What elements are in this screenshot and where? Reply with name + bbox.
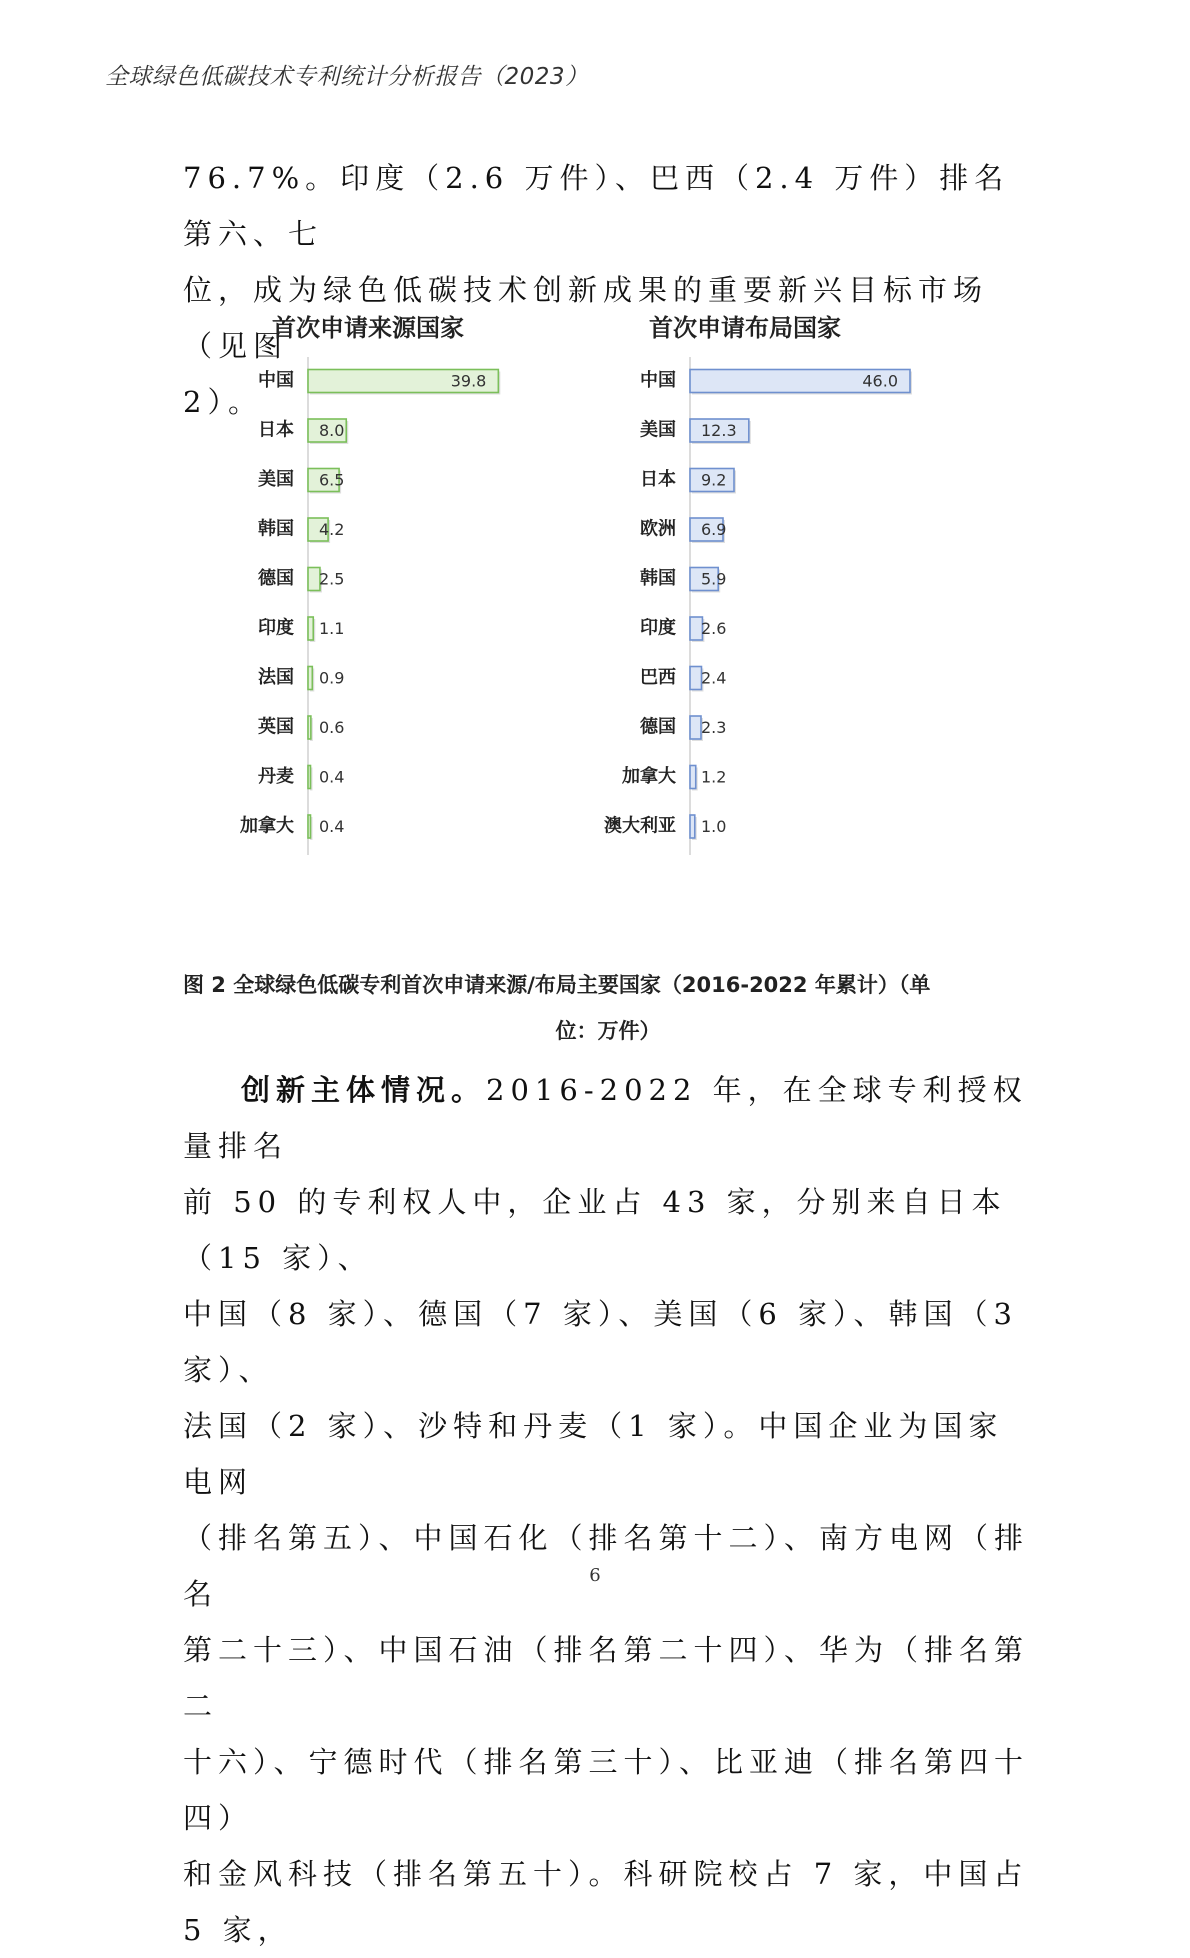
bar-value-label: 4.2: [319, 520, 345, 539]
bar-value-label: 1.2: [701, 767, 727, 787]
category-label: 中国: [640, 370, 676, 391]
paragraph-2: [183, 1062, 1033, 1958]
caption-line-1: 图 2 全球绿色低碳专利首次申请来源/布局主要国家（2016-2022 年累计）（单: [183, 973, 931, 997]
paragraph-line: 法国（2 家）、沙特和丹麦（1 家）。中国企业为国家电网: [183, 1409, 1004, 1499]
bar-value-label: 1.0: [701, 817, 727, 836]
bar: [690, 815, 695, 838]
bar-value-label: 0.4: [319, 817, 345, 836]
bar: [690, 766, 696, 789]
bar-value-label: 0.9: [319, 668, 345, 688]
caption-line-2: 位：万件）: [555, 1019, 661, 1043]
category-label: 欧洲: [640, 518, 676, 540]
bar-charts-svg: [220, 315, 1020, 935]
bar: [690, 716, 701, 739]
bar: [308, 617, 313, 640]
category-label: 中国: [258, 370, 294, 391]
category-label: 英国: [258, 716, 294, 738]
bar-value-label: 1.1: [319, 619, 345, 638]
category-label: 加拿大: [622, 766, 676, 787]
bar-value-label: 0.4: [319, 767, 345, 787]
bar-value-label: 5.9: [701, 569, 727, 589]
bar-value-label: 2.3: [701, 718, 727, 737]
bar-value-label: 2.4: [701, 668, 727, 688]
paragraph-line: 和金风科技（排名第五十）。科研院校占 7 家，中国占 5 家，: [183, 1857, 1029, 1947]
category-label: 加拿大: [240, 815, 294, 837]
category-label: 法国: [258, 667, 294, 688]
paragraph-line: 十六）、宁德时代（排名第三十）、比亚迪（排名第四十四）: [183, 1745, 1030, 1835]
bar-value-label: 39.8: [450, 371, 487, 391]
category-label: 印度: [640, 617, 676, 639]
category-label: 日本: [640, 469, 676, 490]
paragraph-line: [183, 1062, 1033, 1174]
category-label: 巴西: [640, 667, 676, 688]
category-label: 韩国: [640, 568, 676, 589]
category-label: 丹麦: [258, 766, 294, 787]
bar-value-label: 2.5: [319, 569, 345, 589]
paragraph-line: 位，成为绿色低碳技术创新成果的重要新兴目标市场（见图: [183, 273, 989, 363]
category-label: 德国: [640, 716, 676, 738]
page-number: 6: [589, 1565, 601, 1586]
category-label: 美国: [258, 469, 294, 490]
chart-1: [240, 315, 500, 855]
chart-title: 首次申请来源国家: [272, 315, 464, 342]
bar: [308, 766, 311, 789]
bar-value-label: 6.9: [701, 520, 727, 539]
bar-value-label: 0.6: [319, 718, 345, 737]
bar-value-label: 2.6: [701, 619, 727, 638]
chart-2: [604, 315, 912, 855]
category-label: 德国: [258, 568, 294, 589]
bar: [690, 667, 701, 690]
category-label: 美国: [640, 419, 676, 441]
category-label: 澳大利亚: [604, 815, 676, 837]
bar-value-label: 12.3: [701, 421, 737, 440]
bar: [308, 667, 312, 690]
figure-2-charts: [220, 315, 1020, 935]
paragraph-line-text: 2016-2022 年，在全球专利授权量排名: [183, 1073, 1028, 1163]
bar-value-label: 8.0: [319, 421, 345, 440]
figure-caption: [183, 962, 1033, 1054]
bar: [308, 815, 311, 838]
chart-title: 首次申请布局国家: [649, 315, 841, 342]
bar-value-label: 46.0: [862, 371, 898, 391]
category-label: 印度: [258, 617, 294, 639]
paragraph-line: 76.7%。印度（2.6 万件）、巴西（2.4 万件）排名第六、七: [183, 161, 1010, 251]
bold-lead: 创新主体情况。: [241, 1073, 487, 1107]
category-label: 日本: [258, 419, 294, 441]
category-label: 韩国: [258, 518, 294, 540]
bar: [308, 716, 311, 739]
paragraph-line: 前 50 的专利权人中，企业占 43 家，分别来自日本（15 家）、: [183, 1185, 1007, 1275]
paragraph-line: 2）。: [183, 385, 263, 419]
paragraph-line: （排名第五）、中国石化（排名第十二）、南方电网（排名: [183, 1521, 1030, 1611]
bar-value-label: 6.5: [319, 470, 345, 490]
paragraph-line: 第二十三）、中国石油（排名第二十四）、华为（排名第二: [183, 1633, 1030, 1723]
running-header: 全球绿色低碳技术专利统计分析报告（2023）: [105, 64, 589, 90]
bar-value-label: 9.2: [701, 470, 727, 490]
paragraph-line: 中国（8 家）、德国（7 家）、美国（6 家）、韩国（3 家）、: [183, 1297, 1018, 1387]
